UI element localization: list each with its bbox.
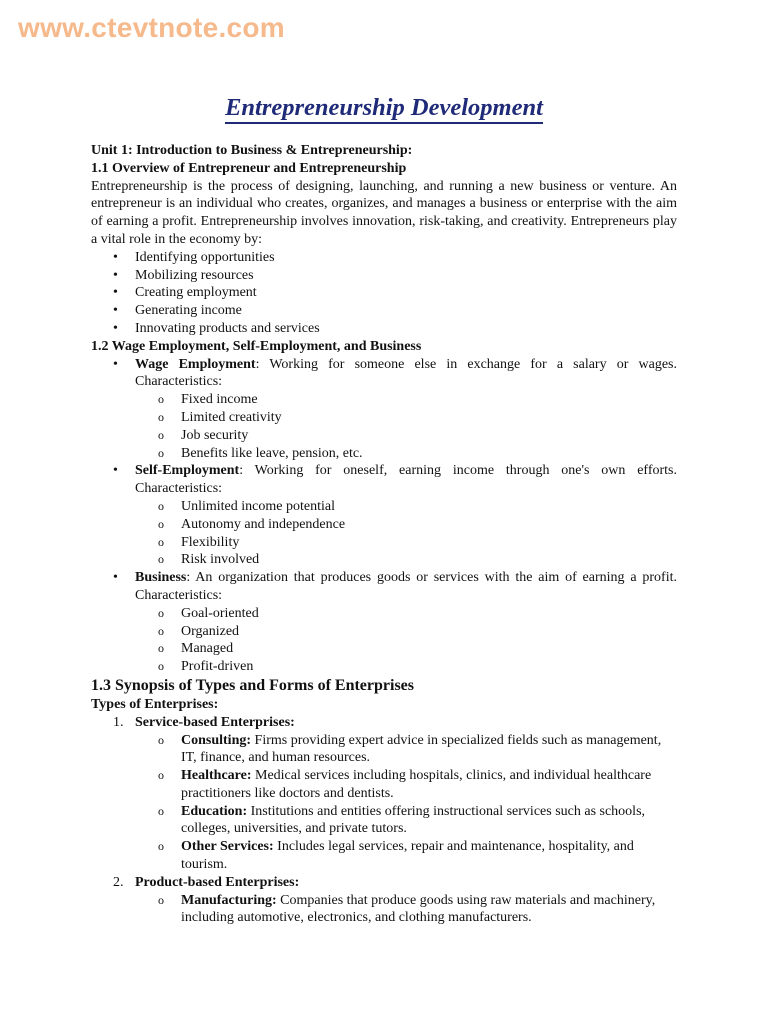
watermark: www.ctevtnote.com bbox=[18, 12, 285, 43]
list-item bbox=[91, 732, 677, 768]
list-item: • Mobilizing resources bbox=[91, 267, 677, 285]
unit-heading: Unit 1: Introduction to Business & Entrepreneurship: bbox=[91, 143, 413, 158]
business-desc: : An organization that produces goods or services with the aim of earning a profit. Characteristics: bbox=[135, 570, 677, 603]
list-item: • Creating employment bbox=[91, 284, 677, 302]
business-characteristics-list bbox=[91, 605, 677, 676]
list-number: 2. bbox=[113, 874, 124, 890]
service-types-list bbox=[91, 732, 677, 874]
section-1-1-paragraph: Entrepreneurship is the process of designing, launching, and running a new business or venture. An entrepreneur is an individual who creates, organizes, and manages a business or enterprise with the aim of earning a profit. Entrepreneurship involves innovation, risk-taking, and creativity. Entrepreneurs play a vital role in the economy by: bbox=[91, 178, 677, 247]
list-item: o Goal-oriented bbox=[91, 605, 677, 623]
section-1-3-heading: 1.3 Synopsis of Types and Forms of Enterprises bbox=[91, 676, 414, 694]
employment-types-list-2 bbox=[91, 462, 677, 498]
list-item: • Generating income bbox=[91, 302, 677, 320]
list-item: • Innovating products and services bbox=[91, 320, 677, 338]
economy-roles-list bbox=[91, 249, 677, 338]
item-term: Education: bbox=[181, 803, 248, 819]
list-item bbox=[91, 767, 677, 803]
list-item: o Benefits like leave, pension, etc. bbox=[91, 445, 677, 463]
item-text: Firms providing expert advice in specialized fields such as management, IT, finance, and human resources. bbox=[181, 732, 662, 766]
list-item: o Autonomy and independence bbox=[91, 516, 677, 534]
types-heading: Types of Enterprises: bbox=[91, 696, 219, 712]
list-item bbox=[91, 838, 677, 874]
item-term: Manufacturing: bbox=[181, 892, 277, 908]
item-text: Institutions and entities offering instructional services such as schools, colleges, universities, and private tutors. bbox=[181, 803, 646, 837]
business-item bbox=[91, 569, 677, 605]
item-text: Includes legal services, repair and maintenance, hospitality, and tourism. bbox=[181, 839, 634, 873]
list-item: o Flexibility bbox=[91, 534, 677, 552]
section-1-1-heading: 1.1 Overview of Entrepreneur and Entrepreneurship bbox=[91, 160, 407, 176]
list-item: o Limited creativity bbox=[91, 409, 677, 427]
list-item: o Profit-driven bbox=[91, 658, 677, 676]
list-item: o Fixed income bbox=[91, 391, 677, 409]
service-based-label: Service-based Enterprises: bbox=[135, 714, 295, 730]
self-employment-term: Self-Employment bbox=[135, 463, 240, 479]
enterprise-types-list bbox=[91, 714, 677, 732]
list-item: o Risk involved bbox=[91, 551, 677, 569]
list-item: o Job security bbox=[91, 427, 677, 445]
list-item: o Organized bbox=[91, 623, 677, 641]
self-characteristics-list bbox=[91, 498, 677, 569]
business-term: Business bbox=[135, 570, 187, 586]
document-title bbox=[0, 94, 768, 122]
service-based-item bbox=[91, 714, 677, 732]
item-text: Companies that produce goods using raw materials and machinery, including automotive, electronics, and clothing manufacturers. bbox=[181, 892, 656, 926]
list-number: 1. bbox=[113, 714, 124, 730]
product-based-item bbox=[91, 874, 677, 892]
item-term: Consulting: bbox=[181, 732, 252, 748]
wage-employment-item bbox=[91, 356, 677, 392]
list-item bbox=[91, 892, 677, 928]
wage-employment-desc: : Working for someone else in exchange for a salary or wages. Characteristics: bbox=[135, 356, 677, 390]
employment-types-list bbox=[91, 356, 677, 392]
section-1-2-heading: 1.2 Wage Employment, Self-Employment, and Business bbox=[91, 338, 422, 354]
item-term: Other Services: bbox=[181, 839, 274, 855]
item-term: Healthcare: bbox=[181, 768, 252, 784]
employment-types-list-3 bbox=[91, 569, 677, 605]
list-item: o Unlimited income potential bbox=[91, 498, 677, 516]
document-body bbox=[91, 142, 677, 927]
self-employment-desc: : Working for oneself, earning income through one's own efforts. Characteristics: bbox=[135, 463, 677, 497]
document-title-text: Entrepreneurship Development bbox=[225, 94, 543, 124]
self-employment-item bbox=[91, 462, 677, 498]
enterprise-types-list-2 bbox=[91, 874, 677, 892]
item-text: Medical services including hospitals, clinics, and individual healthcare practitioners like doctors and dentists. bbox=[181, 768, 652, 801]
wage-characteristics-list bbox=[91, 391, 677, 462]
list-item: o Managed bbox=[91, 640, 677, 658]
product-based-label: Product-based Enterprises: bbox=[135, 874, 300, 890]
list-item: • Identifying opportunities bbox=[91, 249, 677, 267]
list-item bbox=[91, 803, 677, 839]
product-types-list bbox=[91, 892, 677, 928]
wage-employment-term: Wage Employment bbox=[135, 356, 256, 372]
